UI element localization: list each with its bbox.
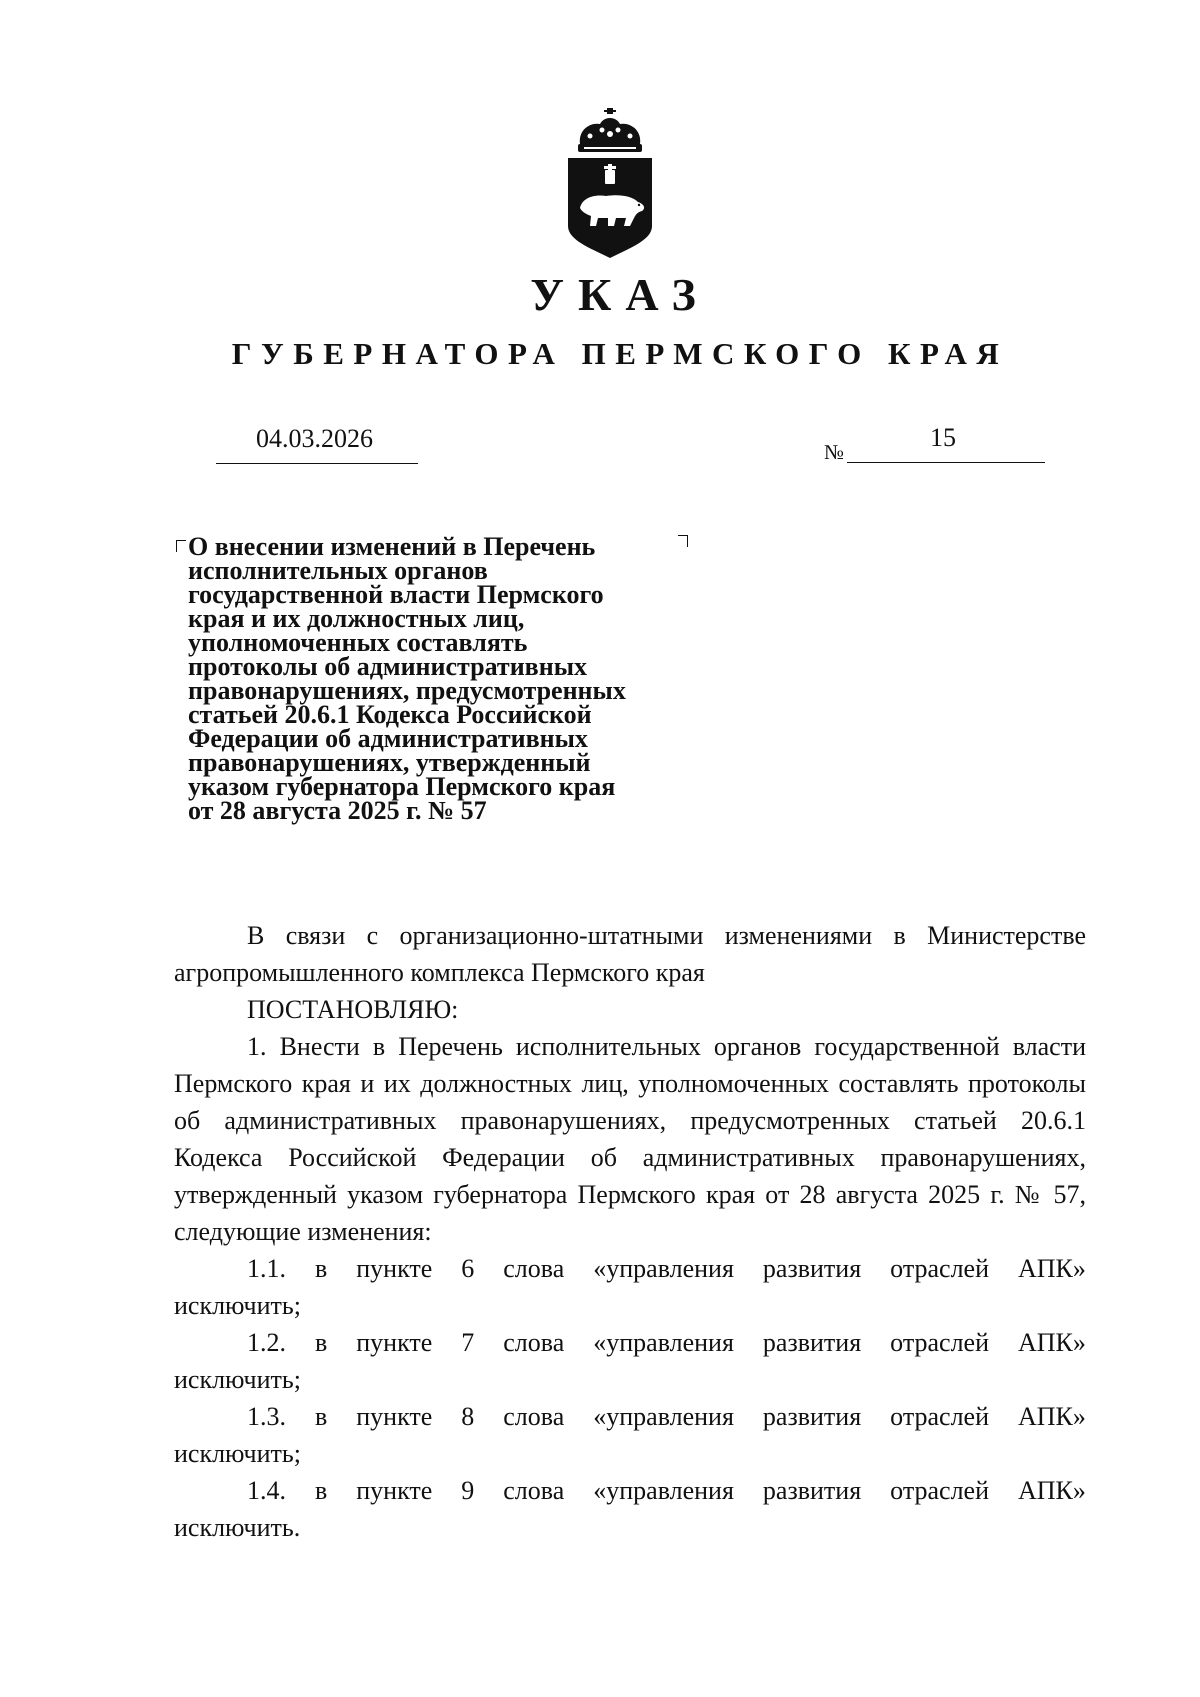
document-body	[174, 917, 1086, 1546]
heading-line: О внесении изменений в Перечень	[188, 532, 596, 561]
heading-line: уполномоченных составлять	[188, 628, 528, 657]
subclause-number: 1.2.	[247, 1328, 286, 1357]
heading-line: указом губернатора Пермского края	[188, 772, 616, 801]
document-type-title: УКАЗ	[530, 269, 710, 320]
heading-line: от 28 августа 2025 г. № 57	[188, 796, 487, 825]
heading-line: статьей 20.6.1 Кодекса Российской	[188, 700, 592, 729]
heading-corner-mark-left	[176, 540, 186, 552]
heading-line: правонарушениях, предусмотренных	[188, 676, 626, 705]
heading-line: протоколы об административных	[188, 652, 588, 681]
subclause-number: 1.4.	[247, 1476, 286, 1505]
issuing-authority-title: ГУБЕРНАТОРА ПЕРМСКОГО КРАЯ	[231, 336, 1009, 371]
subclause-tail: исключить;	[174, 1365, 301, 1394]
subclause-tail: исключить;	[174, 1439, 301, 1468]
subclause-1-2: 1.2. в пункте 7 слова «управления развития отраслей АПК» исключить;	[174, 1324, 1086, 1398]
subclause-1-4: 1.4. в пункте 9 слова «управления развития отраслей АПК» исключить.	[174, 1472, 1086, 1546]
number-sign: №	[824, 440, 845, 464]
subclause-1-1: 1.1. в пункте 6 слова «управления развития отраслей АПК» исключить;	[174, 1250, 1086, 1324]
subclause-number: 1.1.	[247, 1254, 286, 1283]
preamble-paragraph: В связи с организационно-штатными изменениями в Министерстве агропромышленного комплекса Пермского края	[174, 921, 1086, 987]
heading-line: исполнительных органов	[188, 556, 488, 585]
subclause-tail: исключить.	[174, 1513, 301, 1542]
subclause-1-3: 1.3. в пункте 8 слова «управления развития отраслей АПК» исключить;	[174, 1398, 1086, 1472]
heading-line: государственной власти Пермского	[188, 580, 604, 609]
clause-1-paragraph: 1. Внести в Перечень исполнительных органов государственной власти Пермского края и их должностных лиц, уполномоченных составлять протоколы об административных правонарушениях, предусмотренных статьей 20.6.1 Кодекса Российской Федерации об административных правонарушениях, утвержденный указом губернатора Пермского края от 28 августа 2025 г. № 57, следующие изменения:	[174, 1032, 1086, 1246]
decree-word: ПОСТАНОВЛЯЮ:	[247, 995, 459, 1024]
subclause-number: 1.3.	[247, 1402, 286, 1431]
document-date: 04.03.2026	[256, 424, 373, 453]
coat-of-arms-emblem	[560, 108, 660, 260]
document-number: 15	[930, 423, 956, 452]
subclause-tail: исключить;	[174, 1291, 301, 1320]
heading-line: края и их должностных лиц,	[188, 604, 525, 633]
heading-line: Федерации об административных	[188, 724, 588, 753]
document-heading	[188, 532, 688, 825]
heading-line: правонарушениях, утвержденный	[188, 748, 591, 777]
